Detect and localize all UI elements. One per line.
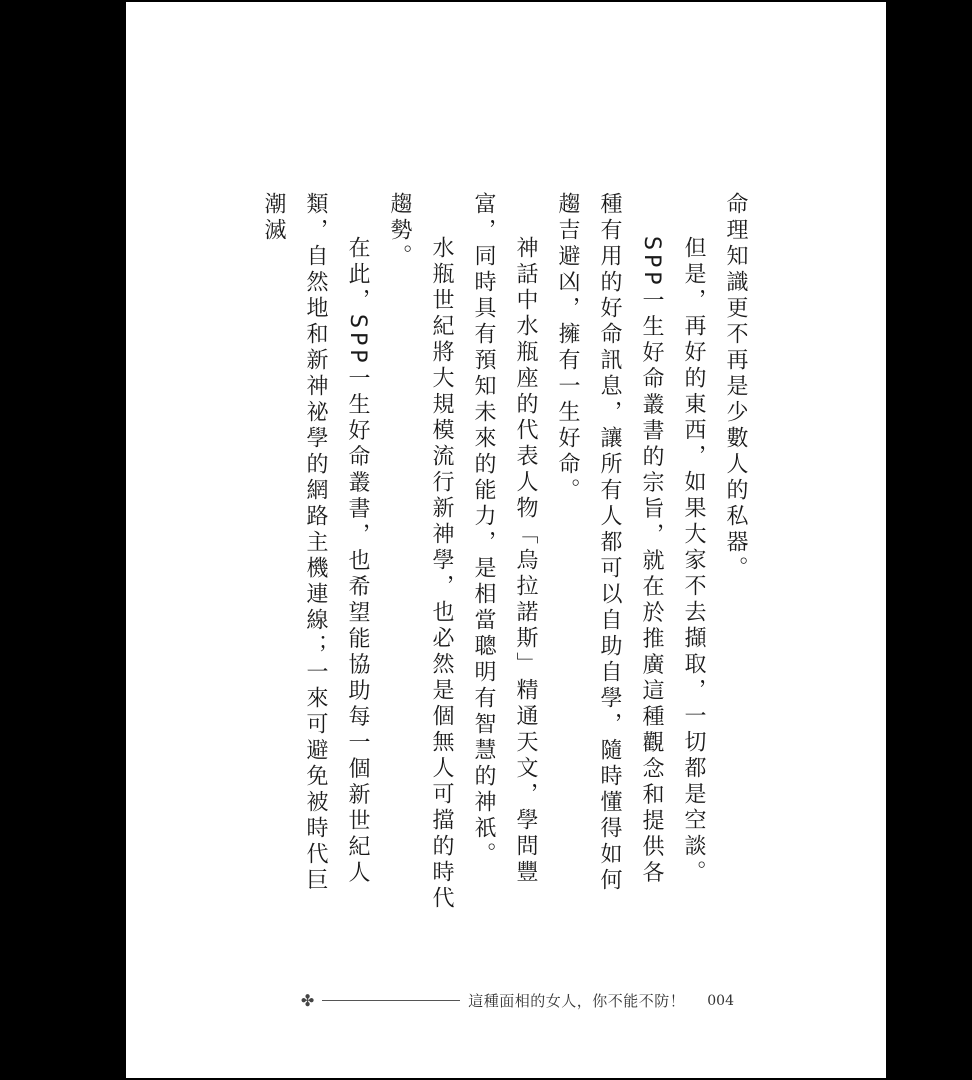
paragraph-1: 命理知識更不再是少數人的私器。 (723, 192, 748, 582)
book-page (126, 2, 886, 1078)
paragraph-2: 但是，再好的東西，如果大家不去擷取，一切都是空談。 (681, 236, 706, 886)
page-number: 004 (707, 992, 734, 1009)
footer-rule (322, 1000, 460, 1001)
vertical-text-body (261, 192, 756, 912)
page-footer (301, 990, 734, 1011)
running-title: 這種面相的女人，你不能不防！ (468, 992, 686, 1010)
paragraph-3: SPP一生好命叢書的宗旨，就在於推廣這種觀念和提供各種有用的好命訊息，讓所有人都可以自助自學，隨時懂得如何趨吉避凶，擁有一生好命。 (555, 192, 664, 894)
paragraph-6: 在此，SPP一生好命叢書，也希望能協助每一個新世紀人類，自然地和新神祕學的網路主機連線；一來可避免被時代巨潮滅 (261, 192, 370, 894)
clover-icon: ✤ (300, 991, 315, 1010)
paragraph-5: 水瓶世紀將大規模流行新神學，也必然是個無人可擋的時代趨勢。 (387, 192, 454, 912)
paragraph-4: 神話中水瓶座的代表人物「烏拉諾斯」精通天文，學問豐富，同時具有預知未來的能力，是相當聰明有智慧的神祇。 (471, 192, 538, 886)
